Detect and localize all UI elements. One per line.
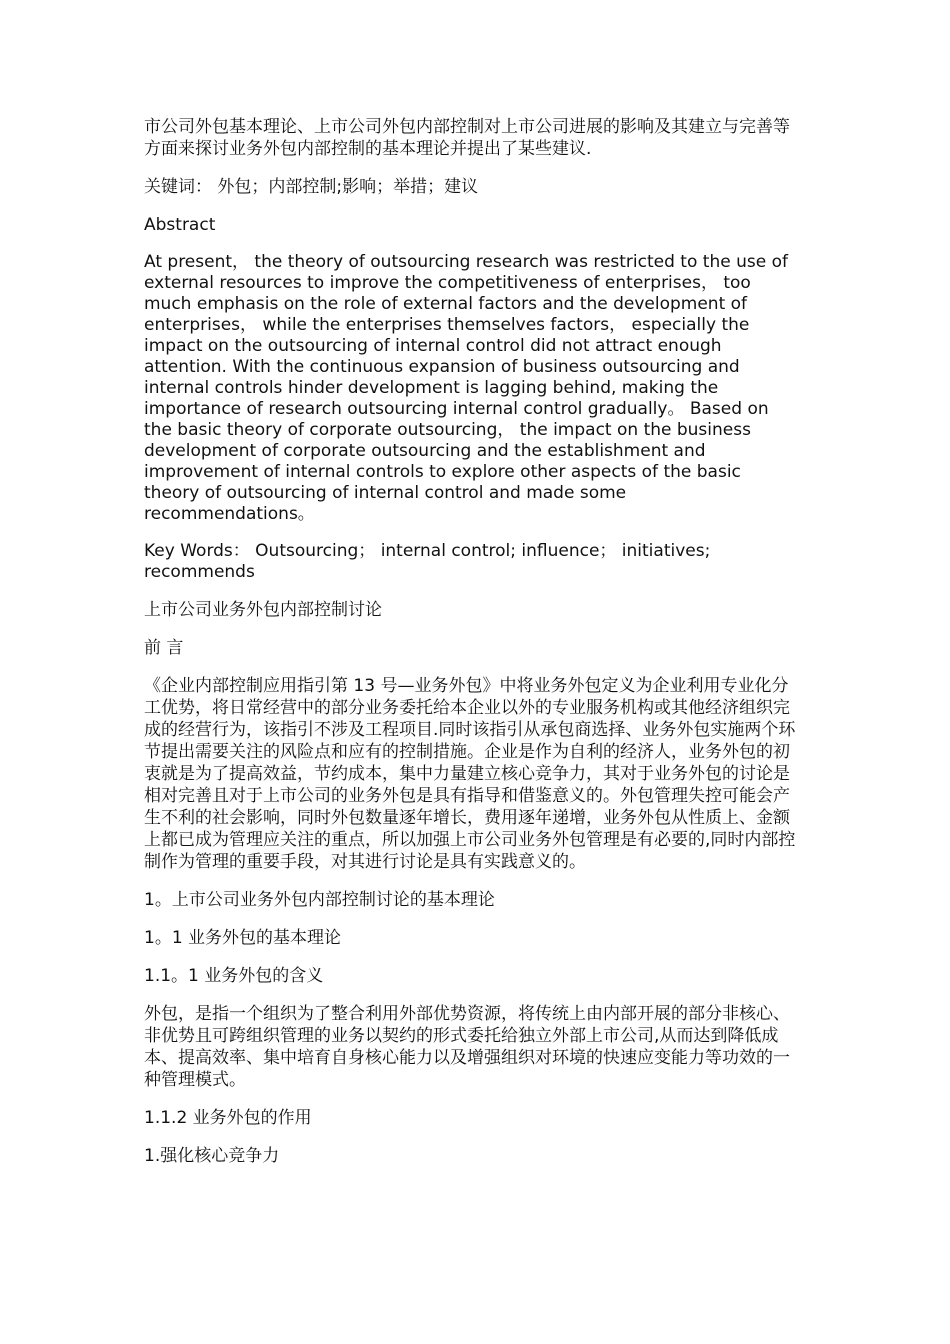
preface-body: 《企业内部控制应用指引第 13 号—业务外包》中将业务外包定义为企业利用专业化分工优势，将日常经营中的部分业务委托给本企业以外的专业服务机构或其他经济组织完成的经营行为，该指引不涉及工程项目.同时该指引从承包商选择、业务外包实施两个环节提出需要关注的风险点和应有的控制措施。企业是作为自利的经济人，业务外包的初衷就是为了提高效益，节约成本，集中力量建立核心竞争力，其对于业务外包的讨论是相对完善且对于上市公司的业务外包是具有指导和借鉴意义的。外包管理失控可能会产生不利的社会影响，同时外包数量逐年增长，费用逐年递增，业务外包从性质上、金额上都已成为管理应关注的重点，所以加强上市公司业务外包管理是有必要的,同时内部控制作为管理的重要手段，对其进行讨论是具有实践意义的。 <box>144 676 796 872</box>
section-1-heading: 1。上市公司业务外包内部控制讨论的基本理论 <box>144 890 495 910</box>
section-1-1-1-heading: 1.1。1 业务外包的含义 <box>144 966 324 986</box>
section-1-1-2-heading: 1.1.2 业务外包的作用 <box>144 1108 312 1128</box>
preface-heading: 前 言 <box>144 638 184 658</box>
abstract-en-body: At present， the theory of outsourcing research was restricted to the use of external resources to improve the competitiveness of enterprises， too much emphasis on the role of external factors and the development of enterprises， while the enterprises themselves factors， especially the impact on the outsourcing of internal control did not attract enough attention. With the continuous expansion of business outsourcing and internal controls hinder development is lagging behind, making the importance of research outsourcing internal control gradually。 Based on the basic theory of corporate outsourcing， the impact on the business development of corporate outsourcing and the establishment and improvement of internal controls to explore other aspects of the basic theory of outsourcing of internal control and made some recommendations。 <box>144 252 788 524</box>
definition-body: 外包，是指一个组织为了整合利用外部优势资源，将传统上由内部开展的部分非核心、非优势且可跨组织管理的业务以契约的形式委托给独立外部上市公司,从而达到降低成本、提高效率、集中培育自身核心能力以及增强组织对环境的快速应变能力等功效的一种管理模式。 <box>144 1004 790 1090</box>
abstract-en-heading: Abstract <box>144 215 216 235</box>
list-item-1: 1.强化核心竞争力 <box>144 1146 280 1166</box>
main-title: 上市公司业务外包内部控制讨论 <box>144 600 382 620</box>
section-1-1-heading: 1。1 业务外包的基本理论 <box>144 928 342 948</box>
keywords-en: Key Words： Outsourcing； internal control; influence； initiatives; recommends <box>144 541 711 582</box>
abstract-cn-tail: 市公司外包基本理论、上市公司外包内部控制对上市公司进展的影响及其建立与完善等方面来探讨业务外包内部控制的基本理论并提出了某些建议. <box>144 117 790 159</box>
keywords-cn: 关键词： 外包；内部控制;影响；举措；建议 <box>144 177 479 197</box>
